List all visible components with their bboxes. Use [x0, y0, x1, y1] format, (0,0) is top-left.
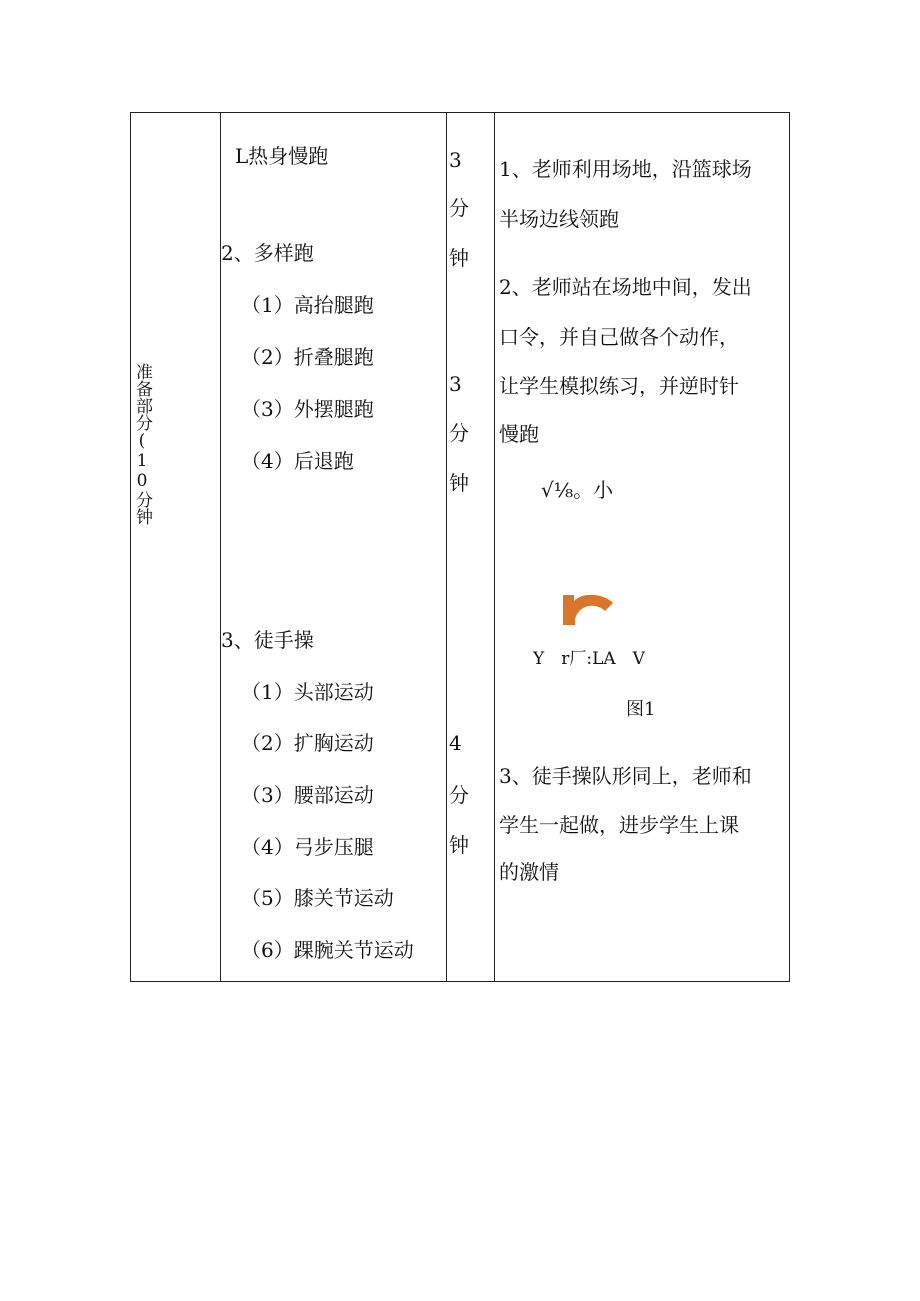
note-line: 的激情 — [499, 860, 559, 884]
activity-run-item: （1）高抬腿跑 — [241, 293, 374, 317]
note-line: 1、老师利用场地，沿篮球场 — [499, 157, 752, 181]
time-number: 3 — [449, 372, 462, 396]
time-unit: 分 — [449, 421, 469, 445]
column-divider — [494, 113, 495, 981]
time-unit: 分 — [449, 196, 469, 220]
activity-warmup: L热身慢跑 — [235, 144, 329, 168]
activity-exercise-item: （5）膝关节运动 — [241, 886, 394, 910]
activity-exercise-item: （4）弓步压腿 — [241, 835, 374, 859]
figure-logo-icon — [561, 595, 613, 625]
note-line: 2、老师站在场地中间，发出 — [499, 275, 752, 299]
activity-exercise-title: 3、徒手操 — [221, 628, 314, 652]
time-number: 3 — [449, 148, 462, 172]
note-line: 让学生模拟练习，并逆时针 — [499, 374, 739, 398]
note-line: 学生一起做，进步学生上课 — [499, 813, 739, 837]
activity-run-item: （2）折叠腿跑 — [241, 345, 374, 369]
note-line: 半场边线领跑 — [499, 207, 619, 231]
time-unit: 钟 — [449, 833, 469, 857]
activity-exercise-item: （2）扩胸运动 — [241, 731, 374, 755]
time-number: 4 — [449, 731, 462, 755]
activity-exercise-item: （1）头部运动 — [241, 680, 374, 704]
activity-exercise-item: （6）踝腕关节运动 — [241, 938, 414, 962]
figure-caption: 图1 — [626, 699, 656, 720]
time-unit: 钟 — [449, 246, 469, 270]
note-line: 3、徒手操队形同上，老师和 — [499, 764, 752, 788]
phase-label: 准备部分(10分钟 — [132, 363, 152, 525]
note-garbled-text: √⅛。小 — [541, 478, 614, 502]
time-unit: 钟 — [449, 471, 469, 495]
figure-labels: Y r厂:LA V — [533, 649, 645, 669]
lesson-plan-table — [130, 112, 790, 982]
time-unit: 分 — [449, 783, 469, 807]
activity-run-item: （4）后退跑 — [241, 449, 354, 473]
activity-run-title: 2、多样跑 — [221, 241, 314, 265]
column-divider — [446, 113, 447, 981]
activity-run-item: （3）外摆腿跑 — [241, 397, 374, 421]
note-line: 口令，并自己做各个动作， — [499, 325, 739, 349]
note-line: 慢跑 — [499, 422, 539, 446]
activity-exercise-item: （3）腰部运动 — [241, 783, 374, 807]
